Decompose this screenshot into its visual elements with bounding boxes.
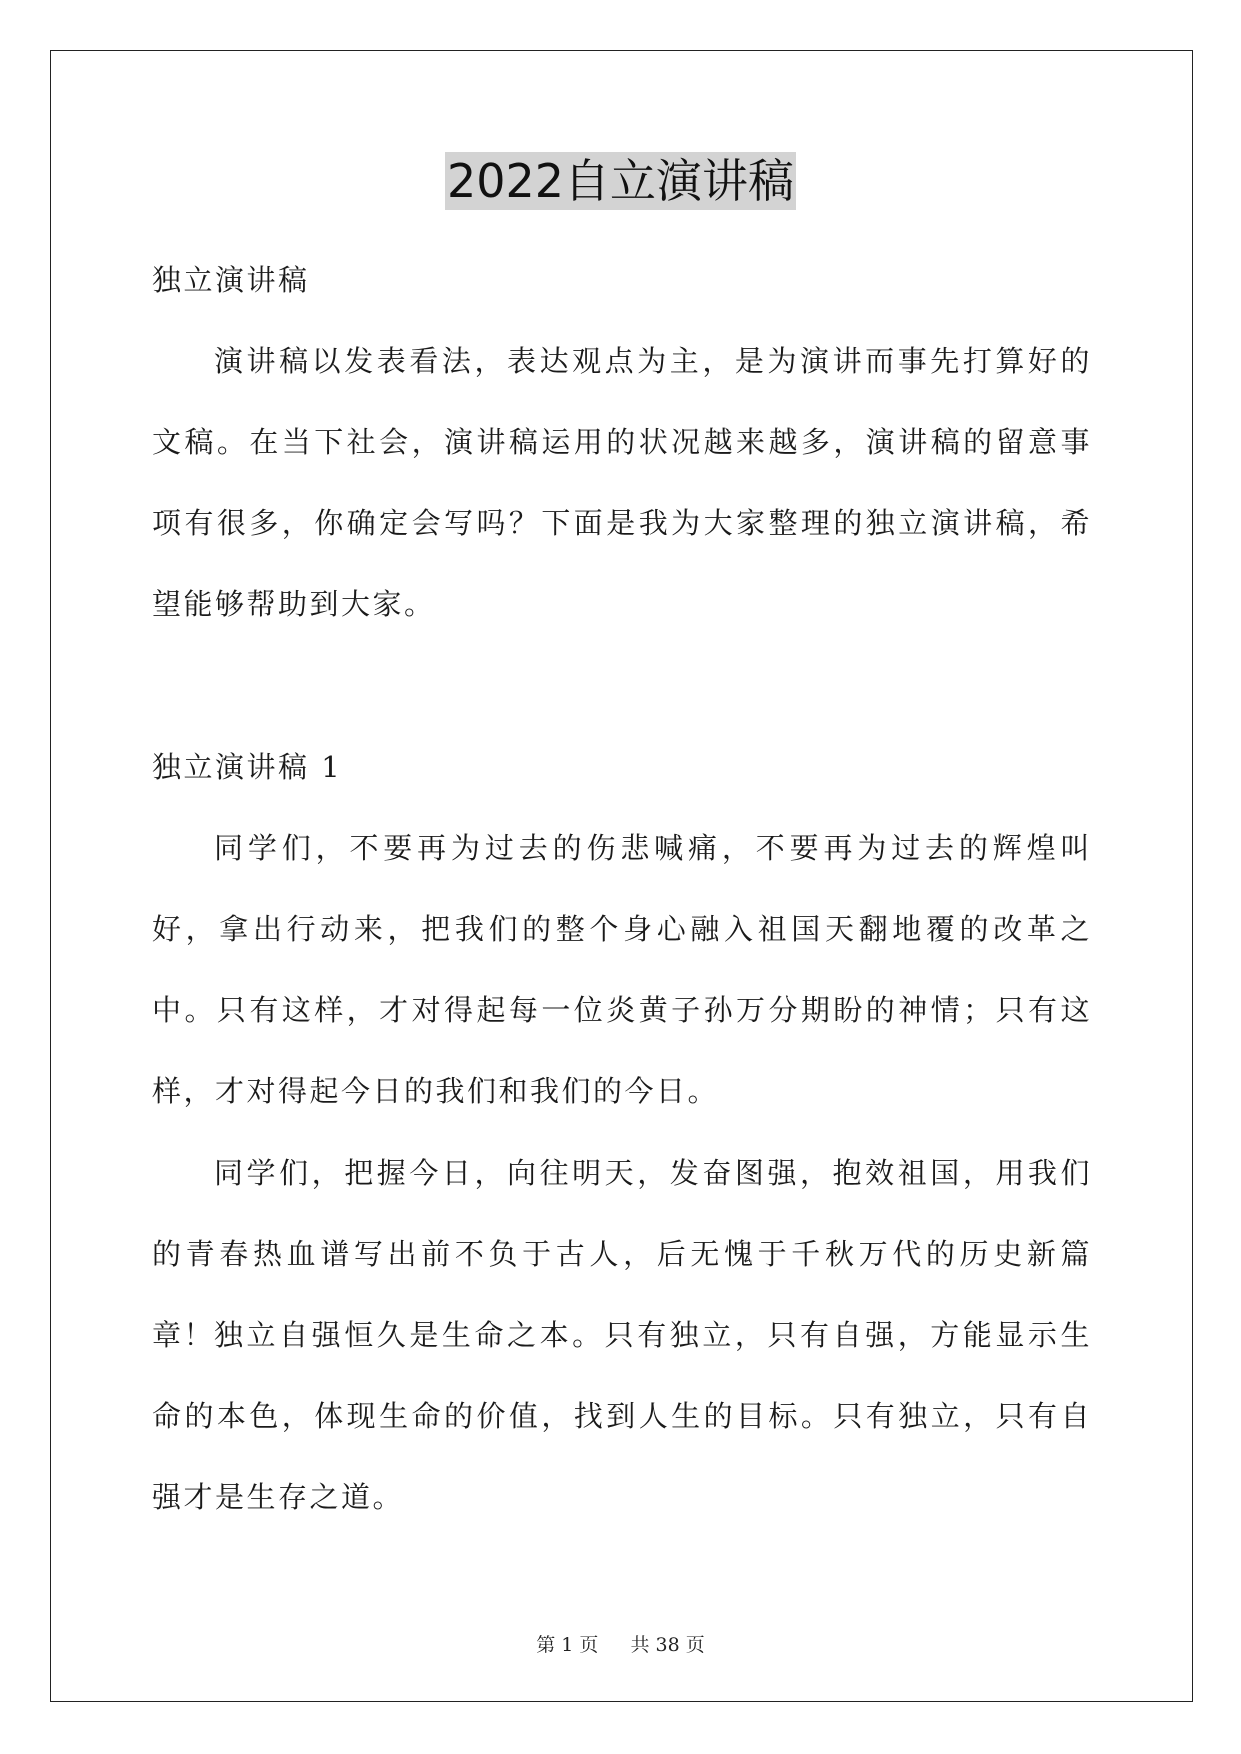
page-number: 第 1 页	[536, 1634, 599, 1656]
page-footer	[0, 1630, 1241, 1657]
body-paragraph-2: 同学们，把握今日，向往明天，发奋图强，抱效祖国，用我们的青春热血谱写出前不负于古人，后无愧于千秋万代的历史新篇章！	[152, 1156, 1092, 1352]
document-title: 2022自立演讲稿	[446, 154, 795, 208]
intro-paragraph: 演讲稿以发表看法，表达观点为主，是为演讲而事先打算好的文稿。在当下社会，演讲稿运用的状况越来越多，演讲稿的留意事项有很多，你确定会写吗？下面是我为大家整理的独立演讲稿，希望能够帮助到大家。	[152, 344, 1092, 621]
body-paragraph-1: 同学们，不要再为过去的伤悲喊痛，不要再为过去的辉煌叫好，拿出行动来，把我们的整个身心融入祖国天翻地覆的改革之中。只有这样，才对得起每一位炎黄子孙万分期盼的神情；只有这样，才对得起今日的我们和我们的今日。	[152, 831, 1092, 1108]
total-pages: 共 38 页	[630, 1634, 705, 1656]
title-container	[0, 152, 1241, 210]
intro-heading: 独立演讲稿	[152, 263, 310, 297]
section-1-heading: 独立演讲稿 1	[152, 750, 343, 784]
body-paragraph-3: 独立自强恒久是生命之本。只有独立，只有自强，方能显示生命的本色，体现生命的价值，找到人生的目标。只有独立，只有自强才是生存之道。	[152, 1318, 1092, 1514]
